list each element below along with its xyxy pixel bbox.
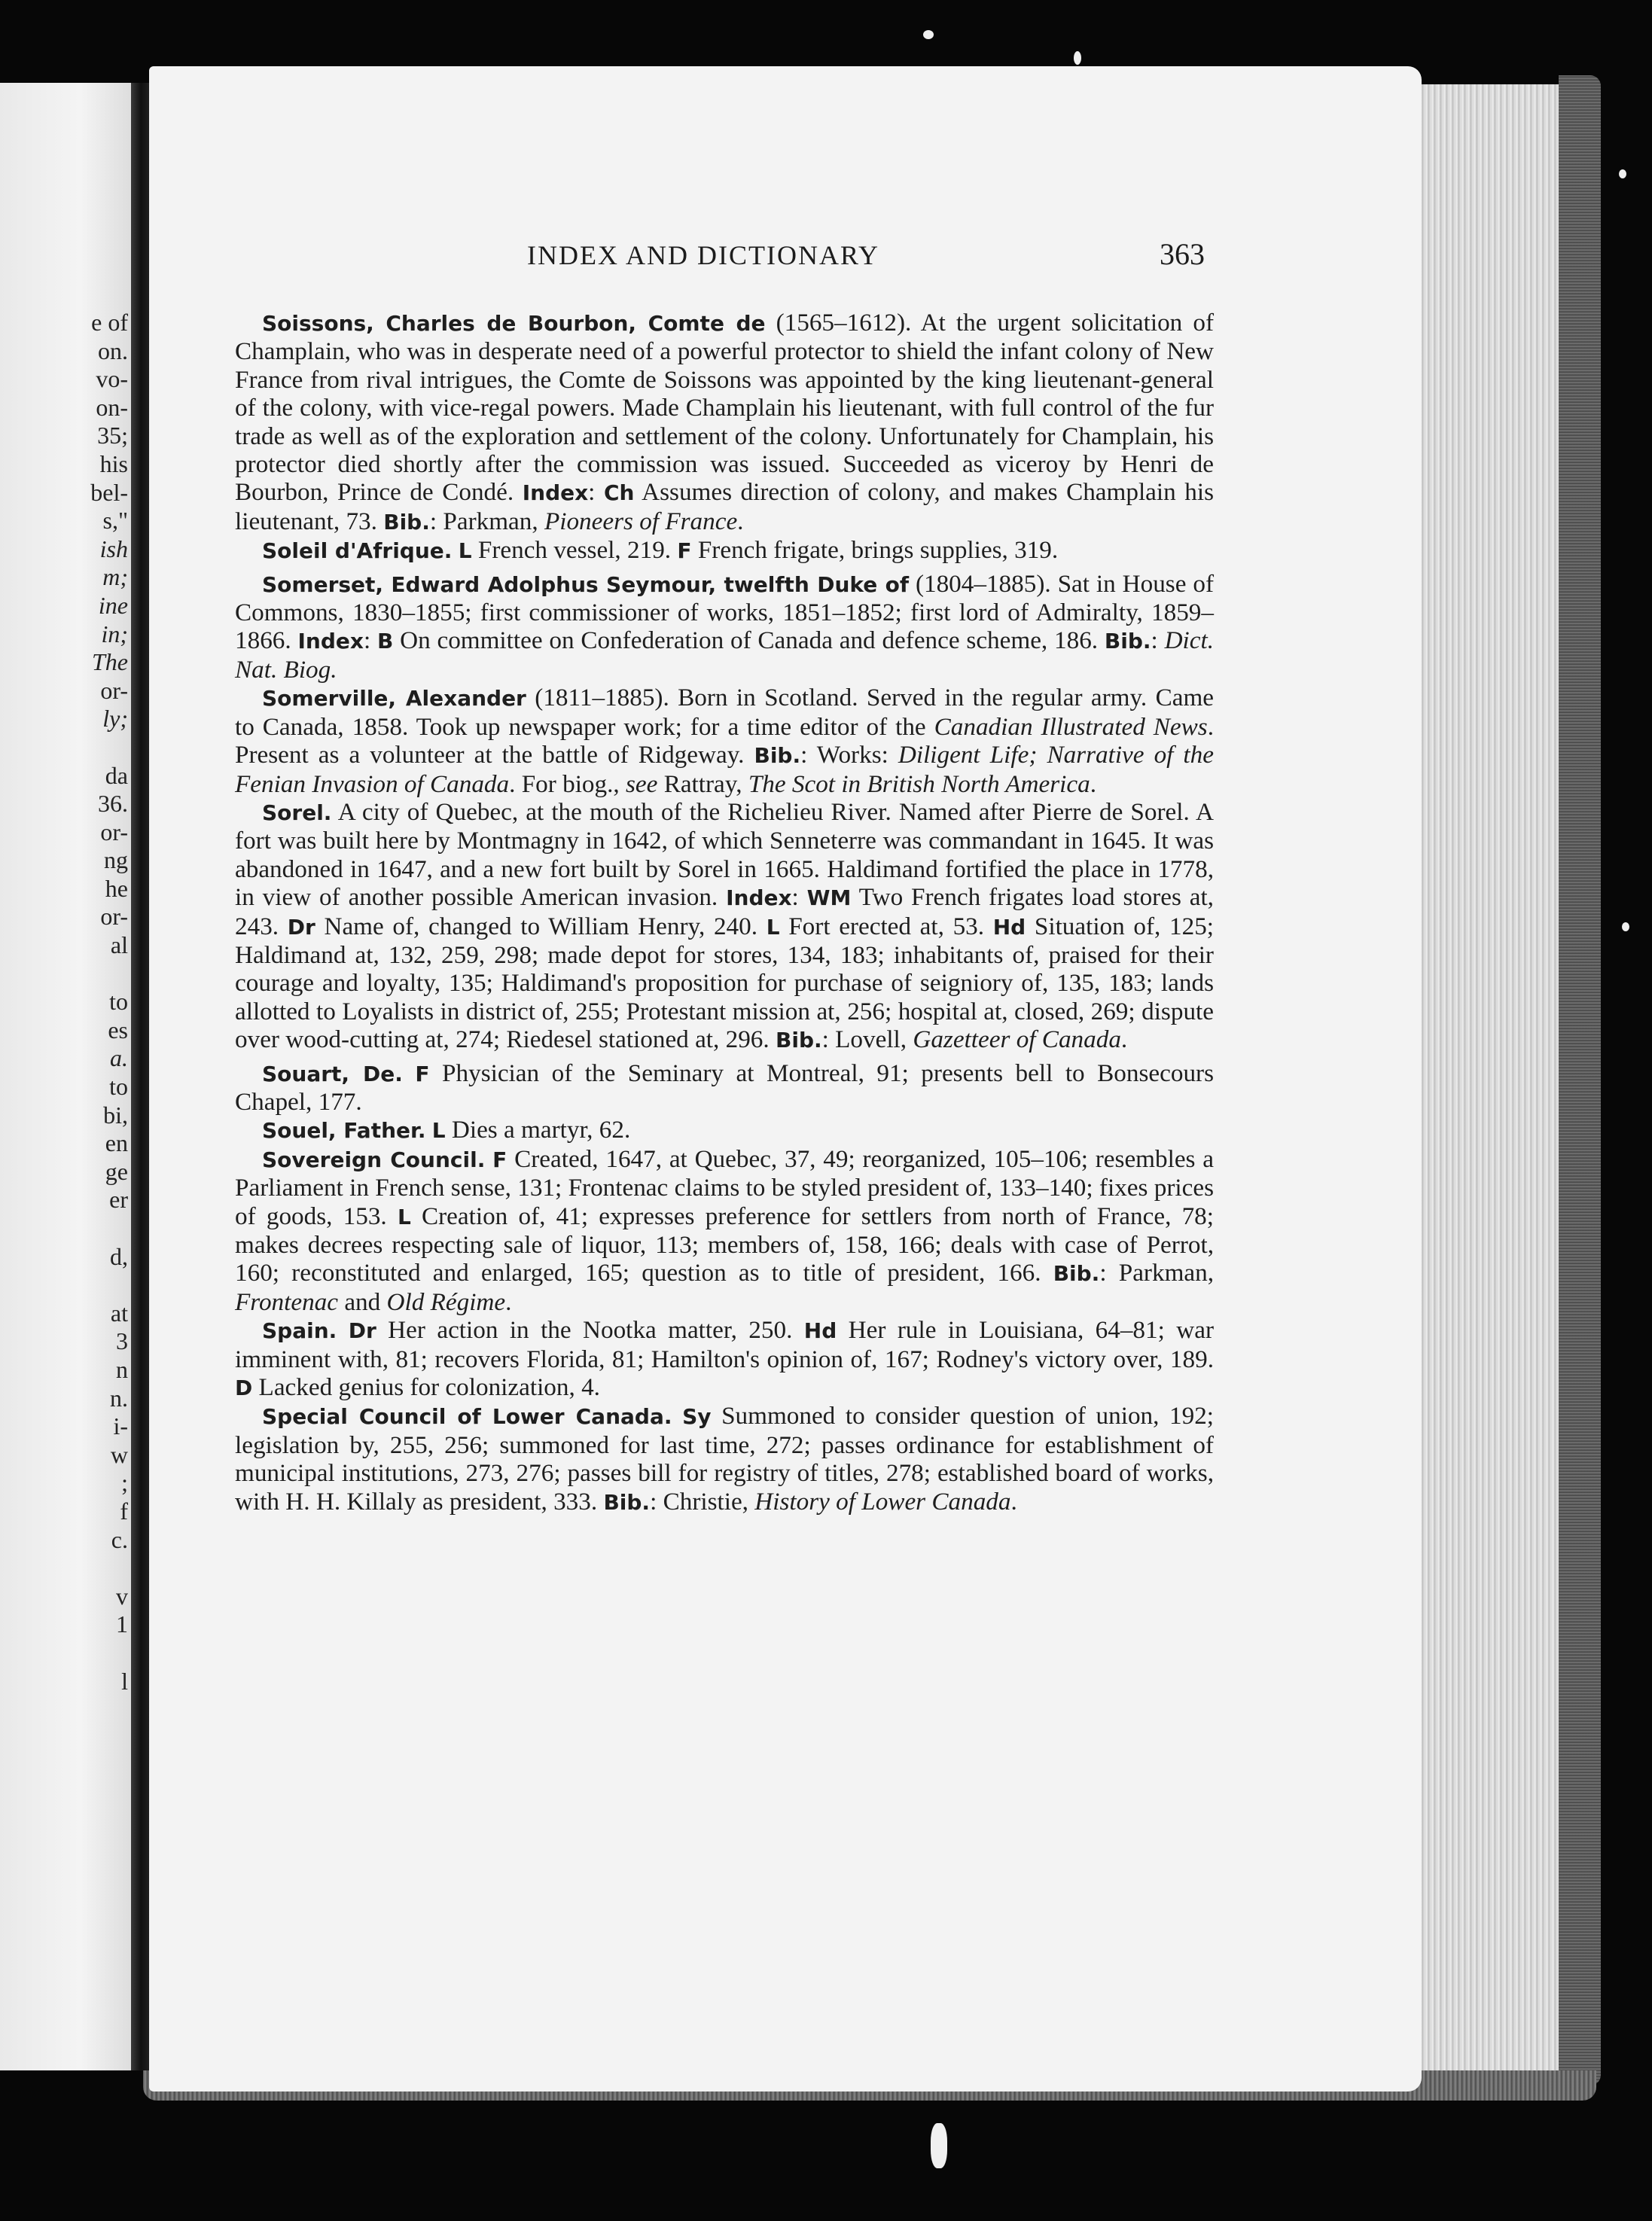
entry-headword: Somerville, Alexander — [262, 686, 526, 711]
source-label: WM — [806, 885, 852, 911]
fragment-line: on. — [98, 337, 128, 364]
entry-text: : — [363, 626, 377, 655]
entry-headword: Sorel. — [262, 800, 332, 825]
index-entries — [235, 309, 1214, 1516]
dust-speck — [1622, 922, 1629, 931]
fragment-line — [0, 1554, 134, 1583]
fragment-line: n — [116, 1355, 128, 1383]
entry-text — [425, 1116, 431, 1144]
source-label: L — [458, 538, 472, 564]
entry-text: Her rule in Louisiana, 64–81; war imminent with, 81; recovers Florida, 81; Hamilton's opinion of, 167; Rodney's victory over, 189. — [235, 1316, 1215, 1373]
entry-text: (1804–1885). Sat in House of Commons, 1830–1855; first commissioner of works, 1851–1852; first lord of Admiralty, 1859–1866. — [235, 569, 1215, 655]
bib-label: Bib. — [754, 743, 801, 769]
page-number: 363 — [1160, 237, 1205, 271]
dust-speck — [1619, 169, 1626, 178]
entry-text: A city of Quebec, at the mouth of the Richelieu River. Named after Pierre de Sorel. A fort was built here by Montmagny in 1642, of which Senneterre was commandant in 1645. It was abandoned in 1647, and a new fort built by Sorel in 1665. Haldimand fortified the place in 1778, in view of another possible American invasion. — [235, 797, 1214, 912]
source-label: L — [431, 1118, 446, 1144]
entry-headword: Soleil d'Afrique. — [262, 538, 453, 564]
source-label: D — [235, 1376, 253, 1401]
italic-title: The Scot in British North America — [748, 769, 1090, 798]
italic-title: Gazetteer of Canada — [913, 1025, 1121, 1054]
index-entry — [235, 1116, 1214, 1144]
source-label: L — [766, 914, 780, 940]
entry-text — [452, 536, 458, 564]
source-label: Sy — [682, 1404, 712, 1430]
entry-headword: Spain. — [262, 1318, 337, 1344]
entry-text: and — [338, 1287, 387, 1316]
fragment-line: er — [109, 1186, 128, 1214]
fragment-line: l — [121, 1667, 128, 1695]
fragment-line: al — [110, 931, 128, 959]
entry-text — [337, 1316, 348, 1344]
fragment-line: bi, — [103, 1101, 128, 1129]
entry-text: (1811–1885). Born in Scotland. Served in the regular army. Came to Canada, 1858. Took up newspaper work; for a time editor of the — [235, 684, 1214, 741]
entry-text: : — [588, 478, 604, 507]
source-label: Index — [522, 480, 589, 506]
fragment-line: 35; — [97, 422, 128, 449]
index-entry — [235, 536, 1214, 565]
entry-text: On committee on Confederation of Canada and defence scheme, 186. — [393, 626, 1105, 655]
fragment-line: 36. — [98, 790, 128, 818]
entry-text: . — [1090, 769, 1096, 798]
entry-text: Situation of, 125; Haldimand at, 132, 259, 298; made depot for stores, 134, 183; inhabitants of, praised for their courage and loyalty, 135; Haldimand's proposition for purchase of seigniory of, 135, 183; lands allotted to Loyalists in district of, 255; Protestant mission at, 256; hospital at, closed, 269; dispute over wood-cutting at, 274; Riedesel stationed at, 296. — [235, 912, 1215, 1054]
fragment-line: his — [99, 449, 128, 477]
fragment-line: ine — [98, 591, 128, 619]
entry-headword: Souart, De. — [262, 1061, 403, 1086]
italic-title: Old Régime — [386, 1287, 506, 1316]
previous-page-text-fragments — [0, 309, 134, 1695]
fragment-line: ng — [104, 846, 128, 874]
entry-text — [403, 1059, 416, 1087]
fragment-line: bel- — [90, 478, 128, 506]
fragment-line: The — [92, 648, 128, 676]
bib-label: Bib. — [1104, 629, 1151, 654]
entry-text: Lacked genius for colonization, 4. — [252, 1373, 600, 1402]
entry-headword: Sovereign Council. — [262, 1147, 486, 1172]
fragment-line: es — [108, 1016, 128, 1043]
entry-text: : Christie, — [650, 1487, 755, 1516]
fragment-line: ly; — [102, 705, 128, 733]
fragment-line: ish — [99, 535, 128, 562]
entry-text: French frigate, brings supplies, 319. — [691, 536, 1059, 565]
fragment-line: or- — [100, 676, 128, 704]
entry-text: Two French frigates load stores at, 243. — [235, 883, 1214, 940]
bib-label: Bib. — [383, 509, 430, 535]
entry-text: French vessel, 219. — [471, 536, 678, 565]
entry-text: Summoned to consider question of union, 192; legislation by, 255, 256; summoned for last time, 272; passes ordinance for establishment of municipal institutions, 273, 276; passes bill for registry of titles, 278; established board of works, with H. H. Killaly as president, 333. — [235, 1402, 1215, 1516]
fragment-line: 3 — [116, 1327, 128, 1355]
entry-text: : Lovell, — [821, 1025, 913, 1054]
entry-headword: Soissons, Charles de Bourbon, Comte de — [262, 311, 766, 336]
fragment-line: to — [109, 988, 128, 1016]
fragment-line: v — [116, 1582, 128, 1610]
italic-title: see — [626, 769, 658, 798]
fragment-line — [0, 1271, 134, 1299]
index-entry — [235, 1402, 1214, 1516]
fragment-line — [0, 1639, 134, 1668]
fragment-line: e of — [91, 309, 128, 336]
index-entry — [235, 684, 1214, 798]
index-entry — [235, 1145, 1214, 1316]
running-head: INDEX AND DICTIONARY — [527, 240, 879, 270]
entry-text: : Parkman, — [1099, 1259, 1215, 1287]
index-entry — [235, 798, 1214, 1055]
entry-text: : — [1151, 626, 1165, 655]
fragment-line: ge — [105, 1157, 128, 1185]
entry-text: Her action in the Nootka matter, 250. — [376, 1316, 804, 1345]
entry-text: : Works: — [800, 741, 898, 769]
fragment-line: in; — [101, 620, 128, 647]
entry-headword: Somerset, Edward Adolphus Seymour, twelfth Duke of — [262, 571, 910, 597]
entry-text: Assumes direction of colony, and makes Champlain his lieutenant, 73. — [235, 478, 1214, 535]
entry-text: (1565–1612). At the urgent solicitation of Champlain, who was in desperate need of a powerful protector to shield the infant colony of New France from rival intrigues, the Comte de Soissons was appointed by the king lieutenant-general of the colony, with vice-regal powers. Made Champlain his lieutenant, with full control of the fur trade as well as of the exploration and settlement of the colony. Unfortunately for Champlain, his protector died shortly after the commission was issued. Succeeded as viceroy by Henri de Bourbon, Prince de Condé. — [235, 309, 1214, 507]
fragment-line: on- — [96, 393, 128, 421]
fragment-line: i- — [113, 1412, 128, 1440]
index-entry — [235, 1316, 1214, 1402]
entry-text: : Parkman, — [429, 507, 544, 535]
fragment-line: da — [105, 761, 128, 789]
source-label: B — [376, 629, 394, 654]
bib-label: Bib. — [776, 1028, 822, 1053]
fragment-line: s," — [102, 507, 128, 535]
fragment-line: or- — [100, 903, 128, 931]
entry-text: Created, 1647, at Quebec, 37, 49; reorganized, 105–106; resembles a Parliament in French sense, 131; Frontenac claims to be styled president of, 133–140; fixes prices of goods, 153. — [235, 1144, 1214, 1230]
fragment-line: at — [110, 1299, 128, 1327]
source-label: Index — [726, 885, 792, 911]
fragment-line: to — [109, 1073, 128, 1101]
fragment-line: en — [105, 1129, 128, 1157]
book-cover-edge — [1559, 75, 1601, 2085]
book-gutter — [131, 83, 151, 2070]
italic-title: Frontenac — [235, 1287, 339, 1316]
fragment-line — [0, 1214, 134, 1243]
page-edges — [1407, 84, 1580, 2072]
source-label: Ch — [603, 480, 635, 506]
index-entry — [235, 570, 1214, 684]
page-header — [0, 239, 1652, 277]
source-label: L — [397, 1204, 411, 1229]
entry-text: Fort erected at, 53. — [779, 912, 993, 940]
source-label: Index — [297, 629, 364, 654]
fragment-line: vo- — [96, 365, 128, 393]
source-label: F — [492, 1147, 507, 1172]
index-entry — [235, 1059, 1214, 1117]
italic-title: Dict. Nat. Biog. — [235, 626, 1214, 684]
entry-text: Physician of the Seminary at Montreal, 91; presents bell to Bonsecours Chapel, 177. — [235, 1059, 1214, 1116]
fragment-line: c. — [111, 1525, 128, 1553]
entry-text: . Present as a volunteer at the battle of Ridgeway. — [235, 712, 1214, 769]
fragment-line: or- — [100, 818, 128, 845]
entry-text — [672, 1402, 682, 1430]
italic-title: Diligent Life; Narrative of the Fenian Invasion of Canada — [235, 741, 1214, 798]
entry-text: . For biog., — [509, 769, 626, 798]
fragment-line — [0, 960, 134, 989]
source-label: Dr — [287, 914, 315, 940]
entry-text: . — [1010, 1487, 1017, 1516]
fragment-line — [0, 733, 134, 762]
entry-headword: Souel, Father. — [262, 1118, 426, 1144]
fragment-line: he — [105, 874, 128, 902]
entry-text: . — [505, 1287, 512, 1316]
italic-title: Pioneers of France — [544, 507, 738, 535]
entry-text: Dies a martyr, 62. — [445, 1116, 631, 1144]
entry-text: . — [737, 507, 744, 535]
entry-text: . — [1120, 1025, 1128, 1054]
fragment-line: m; — [102, 563, 128, 591]
fragment-line: 1 — [116, 1610, 128, 1638]
entry-text — [485, 1145, 492, 1173]
previous-page-edge — [0, 83, 134, 2070]
fragment-line: w — [110, 1440, 128, 1468]
entry-text: Rattray, — [657, 769, 748, 798]
source-label: F — [415, 1061, 430, 1086]
dust-speck — [931, 2123, 947, 2168]
bib-label: Bib. — [1053, 1261, 1100, 1287]
entry-headword: Special Council of Lower Canada. — [262, 1404, 672, 1430]
italic-title: History of Lower Canada — [754, 1487, 1011, 1516]
fragment-line: n. — [110, 1384, 128, 1412]
index-entry — [235, 309, 1214, 536]
source-label: Hd — [803, 1318, 837, 1344]
fragment-line: ; — [121, 1469, 128, 1497]
dust-speck — [923, 30, 934, 39]
dust-speck — [1074, 51, 1081, 65]
source-label: Hd — [992, 914, 1026, 940]
fragment-line: d, — [110, 1242, 128, 1270]
source-label: F — [677, 538, 692, 564]
fragment-line: a. — [110, 1044, 128, 1072]
source-label: Dr — [348, 1318, 376, 1344]
italic-title: Canadian Illustrated News — [934, 712, 1208, 741]
entry-text: Name of, changed to William Henry, 240. — [315, 912, 767, 940]
bib-label: Bib. — [603, 1489, 651, 1515]
entry-text: Creation of, 41; expresses preference for settlers from north of France, 78; makes decrees respecting sale of liquor, 113; members of, 158, 166; deals with case of Perrot, 160; reconstituted and enlarged, 165; question as to title of president, 166. — [235, 1202, 1214, 1287]
entry-text: : — [791, 883, 807, 912]
fragment-line: f — [120, 1497, 128, 1525]
